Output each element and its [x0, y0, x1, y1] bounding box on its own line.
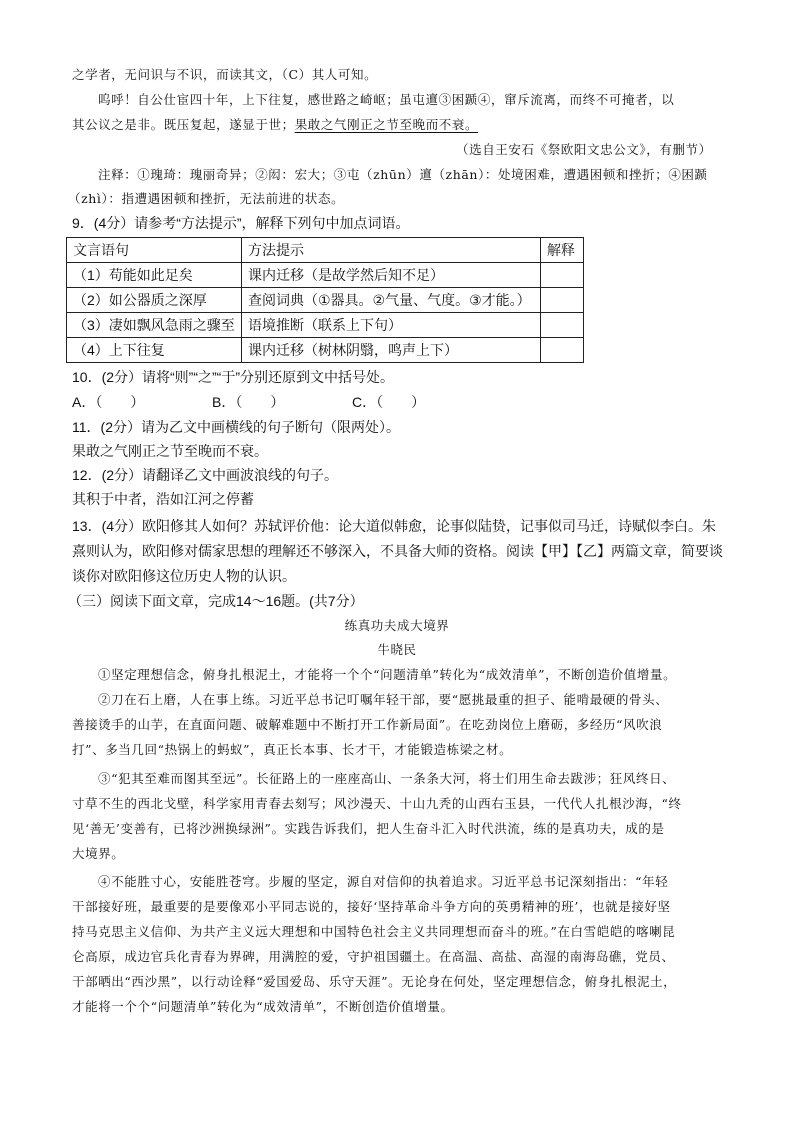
row-sentence: （3）凄如飘风急雨之骤至: [67, 313, 242, 338]
row-sentence: （1）苟能如此足矣: [67, 263, 242, 288]
question-9-table: [66, 237, 584, 363]
annotation-line-2: （zhì）：指遭遇困顿和挫折，无法前进的状态。: [68, 191, 345, 206]
table-row: [67, 313, 584, 338]
question-11-sentence: 果敢之气刚正之节至晚而不衰。: [72, 443, 268, 459]
answer-cell[interactable]: [541, 313, 584, 338]
passage-line-2: 呜呼！自公仕宦四十年，上下往复，感世路之崎岖；虽屯邅③困踬④，窜斥流离，而终不可掩者，以: [98, 92, 675, 107]
article-p3-line-4: 大境界。: [72, 846, 125, 861]
article-p4-line-5: 干部晒出“西沙黑”，以行动诠释“爱国爱岛、乐守天涯”。无论身在何处，坚定理想信念，俯身扎根泥土，: [72, 974, 677, 989]
question-10-prompt: 10．(2分）请将“则”“之”“于”分别还原到文中括号处。: [72, 369, 394, 385]
table-row: [67, 288, 584, 313]
question-13-line-1: 13．(4分）欧阳修其人如何？苏轼评价他：论大道似韩愈，论事似陆贽，记事似司马迁，诗赋似李白。朱: [72, 518, 717, 534]
article-p1: ①坚定理想信念，俯身扎根泥土，才能将一个个“问题清单”转化为“成效清单”，不断创造价值增量。: [98, 667, 677, 682]
passage-source: （选自王安石《祭欧阳文忠公文》，有删节）: [456, 142, 712, 157]
header-answer: 解释: [541, 238, 584, 263]
row-sentence: （2）如公器质之深厚: [67, 288, 242, 313]
header-sentence: 文言语句: [67, 238, 242, 263]
passage-line-3: [72, 116, 478, 134]
question-12-prompt: 12．(2分）请翻译乙文中画波浪线的句子。: [72, 467, 339, 483]
answer-cell[interactable]: [541, 263, 584, 288]
answer-cell[interactable]: [541, 338, 584, 363]
annotation-line-1: 注释：①瑰琦：瑰丽奇异；②闳：宏大；③屯（zhūn）邅（zhān）：处境困难，遭遇困顿和挫折；④困踬: [98, 167, 708, 182]
question-13-line-3: 谈你对欧阳修这位历史人物的认识。: [72, 568, 296, 584]
article-p4-line-6: 才能将一个个“问题清单”转化为“成效清单”，不断创造价值增量。: [72, 999, 454, 1014]
article-p4-line-3: 持马克思主义信仰、为共产主义远大理想和中国特色社会主义共同理想而奋斗的班。”在白雪皑皑的喀喇昆: [72, 924, 676, 939]
article-p3-line-1: ③“犯其至难而图其至远”。长征路上的一座座高山、一条条大河，将士们用生命去跋涉；狂风终日、: [98, 771, 676, 786]
table-row: [67, 338, 584, 363]
section-3-heading: （三）阅读下面文章，完成14～16题。(共7分）: [68, 593, 364, 609]
row-sentence: （4）上下往复: [67, 338, 242, 363]
question-13-line-2: 熹则认为，欧阳修对儒家思想的理解还不够深入，不具备大师的资格。阅读【甲】【乙】两篇文章，简要谈: [72, 543, 723, 559]
underlined-sentence: 果敢之气刚正之节至晚而不衰。: [294, 117, 479, 132]
article-p4-line-2: 干部接好班，最重要的是要像邓小平同志说的，接好‘坚持革命斗争方向的英勇精神的班’，也就是接好坚: [72, 899, 671, 914]
question-12-sentence: 其积于中者，浩如江河之停蓄: [72, 491, 254, 507]
article-p4-line-1: ④不能胜寸心，安能胜苍穹。步履的坚定，源自对信仰的执着追求。习近平总书记深刻指出：“年轻: [98, 874, 669, 889]
passage-line-1: 之学者，无问识与不识，而读其文，（C）其人可知。: [72, 67, 378, 82]
row-hint: 语境推断（联系上下句）: [242, 313, 541, 338]
article-p4-line-4: 仑高原，成边官兵化青春为界碑，用满腔的爱，守护祖国疆土。在高温、高盐、高湿的南海岛礁，党员、: [72, 949, 675, 964]
row-hint: 课内迁移（树林阴翳，鸣声上下）: [242, 338, 541, 363]
article-p2-line-2: 善接烫手的山芋，在直面问题、破解难题中不断打开工作新局面”。在吃劲岗位上磨砺，多经历“风吹浪: [72, 717, 663, 732]
answer-cell[interactable]: [541, 288, 584, 313]
passage-line-3-text: 其公议之是非。既压复起，遂显于世；: [72, 117, 295, 132]
table-row: [67, 263, 584, 288]
article-author: 牛晓民: [377, 642, 417, 657]
article-p3-line-3: 见‘善无’变善有，已将沙洲换绿洲”。实践告诉我们，把人生奋斗汇入时代洪流，练的是真功夫，成的是: [72, 821, 665, 836]
row-hint: 课内迁移（是故学然后知不足）: [242, 263, 541, 288]
article-title: 练真功夫成大境界: [344, 618, 450, 633]
article-p2-line-3: 打”、多当几回“热锅上的蚂蚁”，真正长本事、长才干，才能锻造栋梁之材。: [72, 742, 513, 757]
row-hint: 查阅词典（①器具。②气量、气度。③才能。）: [242, 288, 541, 313]
blank-a[interactable]: A．（ ）: [72, 394, 145, 410]
article-p2-line-1: ②刀在石上磨，人在事上练。习近平总书记叮嘱年轻干部，要“愿挑最重的担子、能啃最硬的骨头、: [98, 692, 669, 707]
question-9-prompt: 9．(4分）请参考“方法提示”，解释下列句中加点词语。: [72, 215, 410, 231]
article-p3-line-2: 寸草不生的西北戈壁，科学家用青春去刻写；风沙漫天、十山九秃的山西右玉县，一代代人扎根沙海，“终: [72, 796, 682, 811]
blank-b[interactable]: B．（ ）: [212, 394, 285, 410]
table-header-row: [67, 238, 584, 263]
question-11-prompt: 11．(2分）请为乙文中画横线的句子断句（限两处）。: [72, 419, 400, 435]
header-hint: 方法提示: [242, 238, 541, 263]
blank-c[interactable]: C．（ ）: [352, 394, 426, 410]
